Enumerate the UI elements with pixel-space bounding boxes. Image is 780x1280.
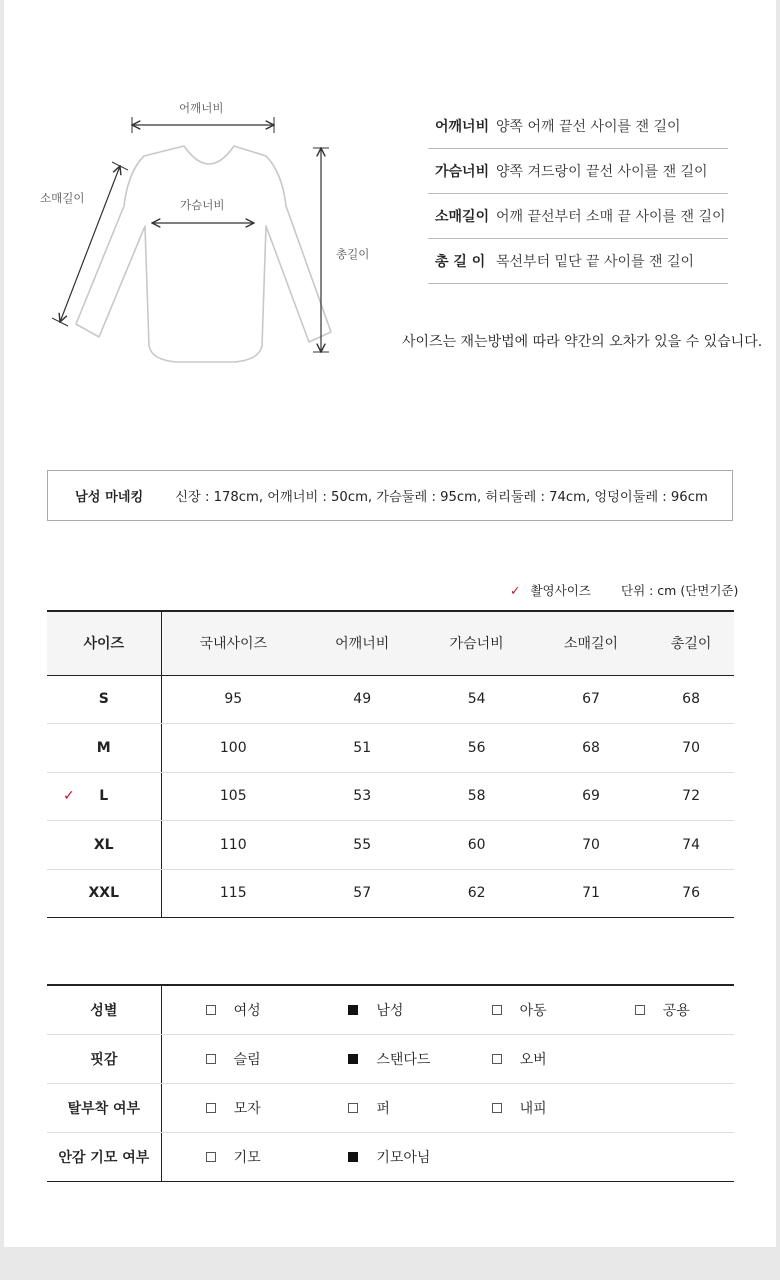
table-cell: 57 [305, 869, 419, 918]
checkbox-unchecked-icon [635, 1005, 645, 1015]
table-row [47, 675, 734, 724]
option-label: 기모아님 [376, 1149, 431, 1166]
definition-description: 양쪽 어깨 끝선 사이를 잰 길이 [496, 119, 681, 135]
table-row [47, 772, 734, 821]
column-header: 국내사이즈 [161, 611, 305, 675]
size-name: XXL [47, 869, 161, 918]
table-cell: 67 [534, 675, 648, 724]
model-specs: 신장 : 178cm, 어깨너비 : 50cm, 가슴둘레 : 95cm, 허리둘레 : 74cm, 엉덩이둘레 : 96cm [175, 490, 708, 505]
table-row [47, 724, 734, 773]
attribute-label: 탈부착 여부 [47, 1083, 161, 1132]
size-name: S [47, 675, 161, 724]
definition-row [428, 194, 728, 239]
garment-measurement-diagram [4, 0, 404, 380]
measurement-note: 사이즈는 재는방법에 따라 약간의 오차가 있을 수 있습니다. [402, 334, 763, 350]
column-header: 사이즈 [47, 611, 161, 675]
shoulder-width-label: 어깨너비 [179, 101, 224, 115]
checkbox-checked-icon [348, 1054, 358, 1064]
option-label: 남성 [376, 1002, 404, 1019]
definition-term: 총 길 이 [435, 254, 486, 270]
column-header: 어깨너비 [305, 611, 419, 675]
option-label: 공용 [662, 1002, 690, 1019]
option-liner [448, 1083, 591, 1132]
option-label: 내피 [519, 1100, 547, 1117]
option-kids [448, 985, 591, 1034]
attribute-label: 안감 기모 여부 [47, 1132, 161, 1181]
size-name: L [99, 788, 109, 805]
option-hood [161, 1083, 304, 1132]
attribute-row-fit [47, 1034, 734, 1083]
attribute-row-gender [47, 985, 734, 1034]
checkbox-unchecked-icon [492, 1005, 502, 1015]
option-label: 여성 [233, 1002, 261, 1019]
table-cell: 68 [534, 724, 648, 773]
checkbox-unchecked-icon [492, 1054, 502, 1064]
option-slim [161, 1034, 304, 1083]
sweater-outline [76, 146, 331, 362]
size-cell-photo [47, 772, 161, 821]
checkbox-unchecked-icon [206, 1152, 216, 1162]
table-row [47, 821, 734, 870]
definition-row [428, 149, 728, 194]
option-label: 기모 [233, 1149, 261, 1166]
attribute-row-detachable [47, 1083, 734, 1132]
table-cell: 70 [534, 821, 648, 870]
option-unisex [591, 985, 734, 1034]
checkbox-unchecked-icon [348, 1103, 358, 1113]
checkbox-unchecked-icon [206, 1103, 216, 1113]
definition-row [428, 104, 728, 149]
option-fur [304, 1083, 447, 1132]
unit-label: 단위 : cm (단면기준) [621, 583, 739, 598]
table-cell: 72 [648, 772, 734, 821]
size-table-header [47, 611, 734, 675]
attribute-row-lining [47, 1132, 734, 1181]
checkbox-unchecked-icon [206, 1054, 216, 1064]
sleeve-length-label: 소매길이 [40, 191, 85, 205]
option-standard [304, 1034, 447, 1083]
option-not-brushed [304, 1132, 447, 1181]
table-cell: 71 [534, 869, 648, 918]
table-cell: 68 [648, 675, 734, 724]
option-label: 아동 [519, 1002, 547, 1019]
table-cell: 110 [161, 821, 305, 870]
column-header: 총길이 [648, 611, 734, 675]
table-cell: 69 [534, 772, 648, 821]
model-info-box [47, 470, 733, 521]
table-cell: 115 [161, 869, 305, 918]
attribute-label: 핏감 [47, 1034, 161, 1083]
option-brushed [161, 1132, 304, 1181]
product-attributes-table [47, 984, 734, 1182]
definition-term: 가슴너비 [435, 164, 490, 180]
attribute-label: 성별 [47, 985, 161, 1034]
table-row [47, 869, 734, 918]
table-cell: 74 [648, 821, 734, 870]
definition-description: 어깨 끝선부터 소매 끝 사이를 잰 길이 [496, 209, 726, 225]
size-name: XL [47, 821, 161, 870]
checkbox-checked-icon [348, 1005, 358, 1015]
definition-row [428, 239, 728, 284]
table-cell: 105 [161, 772, 305, 821]
photo-size-check-icon: ✓ [63, 788, 75, 805]
column-header: 가슴너비 [419, 611, 533, 675]
measurement-definitions [428, 104, 728, 284]
option-label: 슬림 [233, 1051, 261, 1068]
checkbox-unchecked-icon [206, 1005, 216, 1015]
option-over [448, 1034, 591, 1083]
table-cell: 100 [161, 724, 305, 773]
table-cell: 53 [305, 772, 419, 821]
chest-width-label: 가슴너비 [180, 198, 225, 212]
column-header: 소매길이 [534, 611, 648, 675]
checkbox-unchecked-icon [492, 1103, 502, 1113]
size-table [47, 610, 734, 918]
checkbox-checked-icon [348, 1152, 358, 1162]
table-cell: 58 [419, 772, 533, 821]
option-label: 오버 [519, 1051, 547, 1068]
option-label: 모자 [233, 1100, 261, 1117]
table-cell: 55 [305, 821, 419, 870]
table-cell: 56 [419, 724, 533, 773]
size-name: M [47, 724, 161, 773]
option-label: 스탠다드 [376, 1051, 431, 1068]
option-label: 퍼 [376, 1100, 390, 1117]
option-male [304, 985, 447, 1034]
table-cell: 70 [648, 724, 734, 773]
table-cell: 60 [419, 821, 533, 870]
table-cell: 51 [305, 724, 419, 773]
table-cell: 54 [419, 675, 533, 724]
table-cell: 62 [419, 869, 533, 918]
total-length-label: 총길이 [336, 247, 370, 261]
option-female [161, 985, 304, 1034]
model-title: 남성 마네킹 [75, 490, 144, 505]
table-cell: 76 [648, 869, 734, 918]
check-icon: ✓ [510, 583, 521, 598]
definition-term: 소매길이 [435, 209, 490, 225]
definition-description: 양쪽 겨드랑이 끝선 사이를 잰 길이 [496, 164, 708, 180]
definition-term: 어깨너비 [435, 119, 490, 135]
size-guide-page [4, 0, 776, 1247]
photo-size-legend [510, 581, 591, 599]
table-cell: 49 [305, 675, 419, 724]
table-cell: 95 [161, 675, 305, 724]
photo-size-label: 촬영사이즈 [530, 583, 591, 598]
definition-description: 목선부터 밑단 끝 사이를 잰 길이 [496, 254, 695, 270]
